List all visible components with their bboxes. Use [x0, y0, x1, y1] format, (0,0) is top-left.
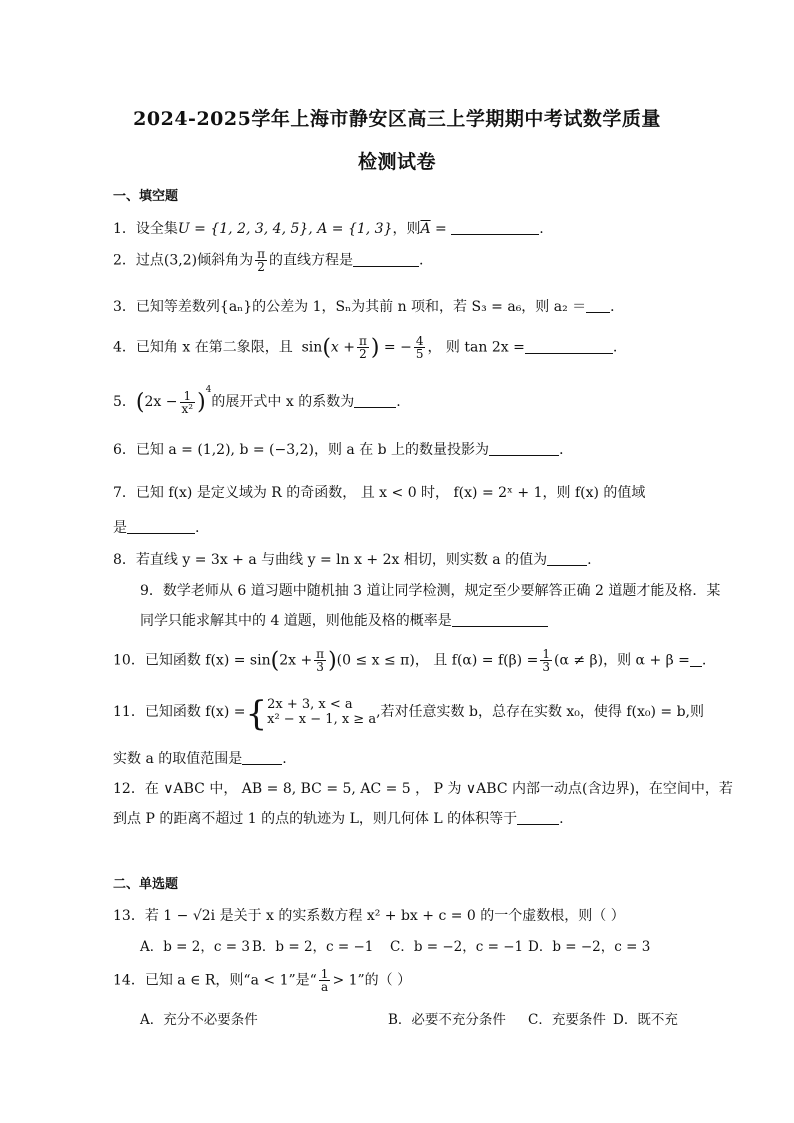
question-3: 3．已知等差数列{aₙ}的公差为 1，Sₙ为其前 n 项和，若 S₃ = a₆，则 a₂ ＝ ．	[113, 299, 625, 315]
section-fill-blank: 一、填空题	[113, 189, 179, 204]
answer-blank[interactable]	[452, 612, 548, 627]
section-single-choice: 二、单选题	[113, 877, 179, 892]
answer-blank[interactable]	[517, 810, 559, 825]
question-8: 8．若直线 y = 3x + a 与曲线 y = ln x + 2x 相切，则实数 a 的值为 .	[113, 552, 592, 568]
option-13-c[interactable]: C．b = −2，c = −1	[390, 939, 524, 955]
answer-blank[interactable]	[451, 220, 539, 235]
option-13-a[interactable]: A．b = 2，c = 3	[140, 939, 250, 955]
answer-blank[interactable]	[525, 339, 613, 354]
question-12-continued: 到点 P 的距离不超过 1 的点的轨迹为 L，则几何体 L 的体积等于 .	[113, 811, 564, 827]
title-line-2: 检测试卷	[357, 151, 436, 173]
question-6: 6．已知 a = (1,2), b = (−3,2)，则 a 在 b 上的数量投影为 ．	[113, 442, 574, 458]
option-14-c[interactable]: C．充要条件	[528, 1012, 606, 1028]
question-1: 1．设全集U = {1, 2, 3, 4, 5}, A = {1, 3}，则$\overline{A}$ = .	[113, 221, 544, 237]
answer-blank[interactable]	[354, 393, 396, 408]
question-11-continued: 实数 a 的取值范围是 .	[113, 751, 287, 767]
answer-blank[interactable]	[353, 252, 419, 267]
option-13-b[interactable]: B．b = 2，c = −1	[252, 939, 374, 955]
question-14: 14．已知 a ∈ R，则“a < 1”是“ $\frac{1}{a}$ > 1”的（ ）	[113, 967, 412, 994]
answer-blank[interactable]	[127, 519, 195, 534]
question-10: 10．已知函数 f(x) = sin(2x + $\frac{\pi}{3}$ )(0 ≤ x ≤ π)， 且 f(α) = f(β) = $\frac{1}{3}$ (α ≠ β)，则 α + β = .	[113, 647, 707, 674]
option-14-b[interactable]: B．必要不充分条件	[388, 1012, 506, 1028]
question-7-continued: 是 .	[113, 520, 200, 536]
question-12: 12．在 ∨ABC 中， AB = 8, BC = 5, AC = 5 ， P 为 ∨ABC 内部一动点(含边界)，在空间中，若	[113, 781, 733, 797]
question-11: 11．已知函数 f(x) ={ 2x + 3, x < a x² − x − 1, x ≥ a ,若对任意实数 b，总存在实数 x₀，使得 f(x₀) = b,则	[113, 694, 705, 734]
option-14-a[interactable]: A．充分不必要条件	[140, 1012, 258, 1028]
option-13-d[interactable]: D．b = −2，c = 3	[528, 939, 651, 955]
option-14-d[interactable]: D．既不充	[613, 1012, 678, 1028]
title-line-1: 2024-2025学年上海市静安区高三上学期期中考试数学质量	[133, 108, 661, 130]
answer-blank[interactable]	[242, 750, 282, 765]
question-5: 5．(2x − $\frac{1}{\text{x²}}$ )$^4$的展开式中 x 的系数为 .	[113, 385, 401, 416]
question-7: 7．已知 f(x) 是定义域为 R 的奇函数， 且 x < 0 时， f(x) = 2ˣ + 1，则 f(x) 的值域	[113, 485, 646, 501]
question-2: 2．过点(3,2)倾斜角为 $\frac{\pi}{2}$ 的直线方程是 .	[113, 247, 424, 274]
question-13: 13．若 1 − √2i 是关于 x 的实系数方程 x² + bx + c = 0 的一个虚数根，则（ ）	[113, 908, 625, 924]
question-4: 4．已知角 x 在第二象限，且 sin(x + $\frac{\pi}{2}$ ) = − $\frac{4}{5}$ ， 则 tan 2x = .	[113, 334, 618, 361]
answer-blank[interactable]	[586, 298, 610, 313]
question-9-continued: 同学只能求解其中的 4 道题，则他能及格的概率是	[140, 610, 740, 630]
answer-blank[interactable]	[690, 652, 702, 667]
answer-blank[interactable]	[547, 551, 587, 566]
answer-blank[interactable]	[489, 441, 559, 456]
question-9: 9．数学老师从 6 道习题中随机抽 3 道让同学检测，规定至少要解答正确 2 道题才能及格．某	[140, 583, 721, 599]
